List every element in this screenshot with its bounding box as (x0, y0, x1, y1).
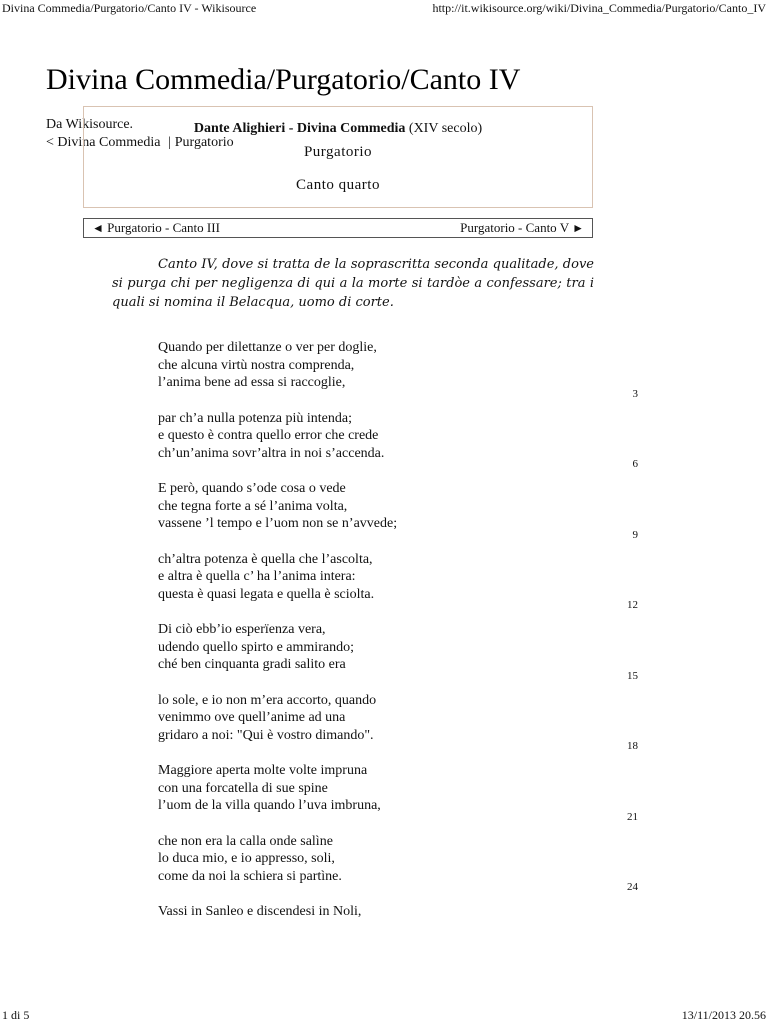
argument-text: Canto IV, dove si tratta de la soprascritta seconda qualitade, dove si purga chi per negligenza di qui a la morte si tardòe a confessare; tra i quali si nomina il Belacqua, uomo di corte. (112, 257, 594, 310)
line-number: 15 (627, 669, 638, 682)
line-number: 21 (627, 810, 638, 823)
verse-line: che non era la calla onde salìne (158, 833, 333, 849)
verse-line: e questo è contra quello error che crede (158, 428, 379, 443)
print-timestamp: 13/11/2013 20.56 (681, 1008, 766, 1022)
verse-line: che tegna forte a sé l’anima volta, (158, 498, 348, 514)
verse-line: con una forcatella di sue spine (158, 780, 328, 796)
print-header (0, 0, 768, 16)
verse-line: ché ben cinquanta gradi salito era (158, 657, 346, 672)
line-number: 3 (632, 387, 638, 400)
prev-arrow-icon: ◄ (92, 221, 104, 235)
infobox-canto: Canto quarto (296, 177, 380, 193)
line-number: 12 (627, 599, 638, 611)
verse-line: ch’altra potenza è quella che l’ascolta, (158, 551, 373, 567)
line-number: 9 (632, 528, 638, 541)
tercet (158, 339, 642, 400)
verse-line: lo duca mio, e io appresso, soli, (158, 851, 335, 866)
tercet (158, 903, 642, 921)
verse-line: Di ciò ebb’io esperïenza vera, (158, 622, 326, 637)
print-page-title: Divina Commedia/Purgatorio/Canto IV - Wikisource (2, 1, 257, 15)
tercet (158, 480, 642, 541)
verse-line: Vassi in Sanleo e discendesi in Noli, (158, 904, 362, 919)
verse-line: E però, quando s’ode cosa o vede (158, 481, 346, 496)
tercet (158, 692, 642, 752)
work-infobox (83, 106, 593, 208)
infobox-part: Purgatorio (303, 144, 373, 160)
tercet (158, 410, 642, 470)
next-canto-link[interactable] (460, 219, 584, 237)
breadcrumb-link-purgatorio[interactable]: Purgatorio (174, 135, 234, 150)
verse-line: par ch’a nulla potenza più intenda; (158, 410, 352, 426)
print-url: http://it.wikisource.org/wiki/Divina_Commedia/Purgatorio/Canto_IV (432, 1, 766, 15)
line-number: 24 (627, 881, 638, 893)
verse-line: ch’un’anima sovr’altra in noi s’accenda. (158, 445, 385, 461)
infobox-century: (XIV secolo) (408, 121, 483, 136)
verse-line: che alcuna virtù nostra comprenda, (158, 357, 355, 373)
print-page-count: 1 di 5 (2, 1008, 30, 1022)
page-title: Divina Commedia/Purgatorio/Canto IV (46, 63, 521, 96)
breadcrumb-prefix: < (46, 135, 54, 150)
print-footer (0, 1006, 768, 1024)
tercet (158, 833, 642, 893)
verse-line: Quando per dilettanze o ver per doglie, (158, 340, 377, 355)
verse-line: vassene ’l tempo e l’uom non se n’avvede; (158, 516, 398, 531)
verse-line: l’anima bene ad essa si raccoglie, (158, 375, 346, 390)
verse-line: come da noi la schiera si partìne. (158, 868, 342, 884)
infobox-author (84, 120, 592, 138)
breadcrumb-separator: | (167, 135, 171, 150)
infobox-author-work[interactable]: Dante Alighieri - Divina Commedia (193, 121, 406, 136)
verse-line: venimmo ove quell’anime ad una (158, 710, 346, 725)
tercet (158, 551, 642, 611)
tercet (158, 621, 642, 682)
next-arrow-icon: ► (572, 221, 584, 235)
prev-canto-label: Purgatorio - Canto III (107, 220, 220, 235)
poem-text (158, 339, 642, 939)
verse-line: udendo quello spirto e ammirando; (158, 639, 354, 655)
verse-line: l’uom de la villa quando l’uva imbruna, (158, 798, 381, 813)
canto-navigation (83, 218, 593, 238)
canto-argument (112, 255, 594, 312)
verse-line: questa è quasi legata e quella è sciolta. (158, 586, 375, 602)
prev-canto-link[interactable] (92, 219, 220, 237)
verse-line: lo sole, e io non m’era accorto, quando (158, 692, 377, 708)
verse-line: Maggiore aperta molte volte impruna (158, 763, 368, 778)
verse-line: gridaro a noi: "Qui è vostro dimando". (158, 727, 374, 743)
next-canto-label: Purgatorio - Canto V (460, 220, 569, 235)
site-subtitle: Da Wikisource. (46, 117, 134, 132)
verse-line: e altra è quella c’ ha l’anima intera: (158, 569, 356, 584)
tercet (158, 762, 642, 823)
line-number: 6 (632, 458, 638, 470)
line-number: 18 (627, 740, 638, 752)
breadcrumb-link-divina-commedia[interactable]: Divina Commedia (57, 135, 161, 150)
